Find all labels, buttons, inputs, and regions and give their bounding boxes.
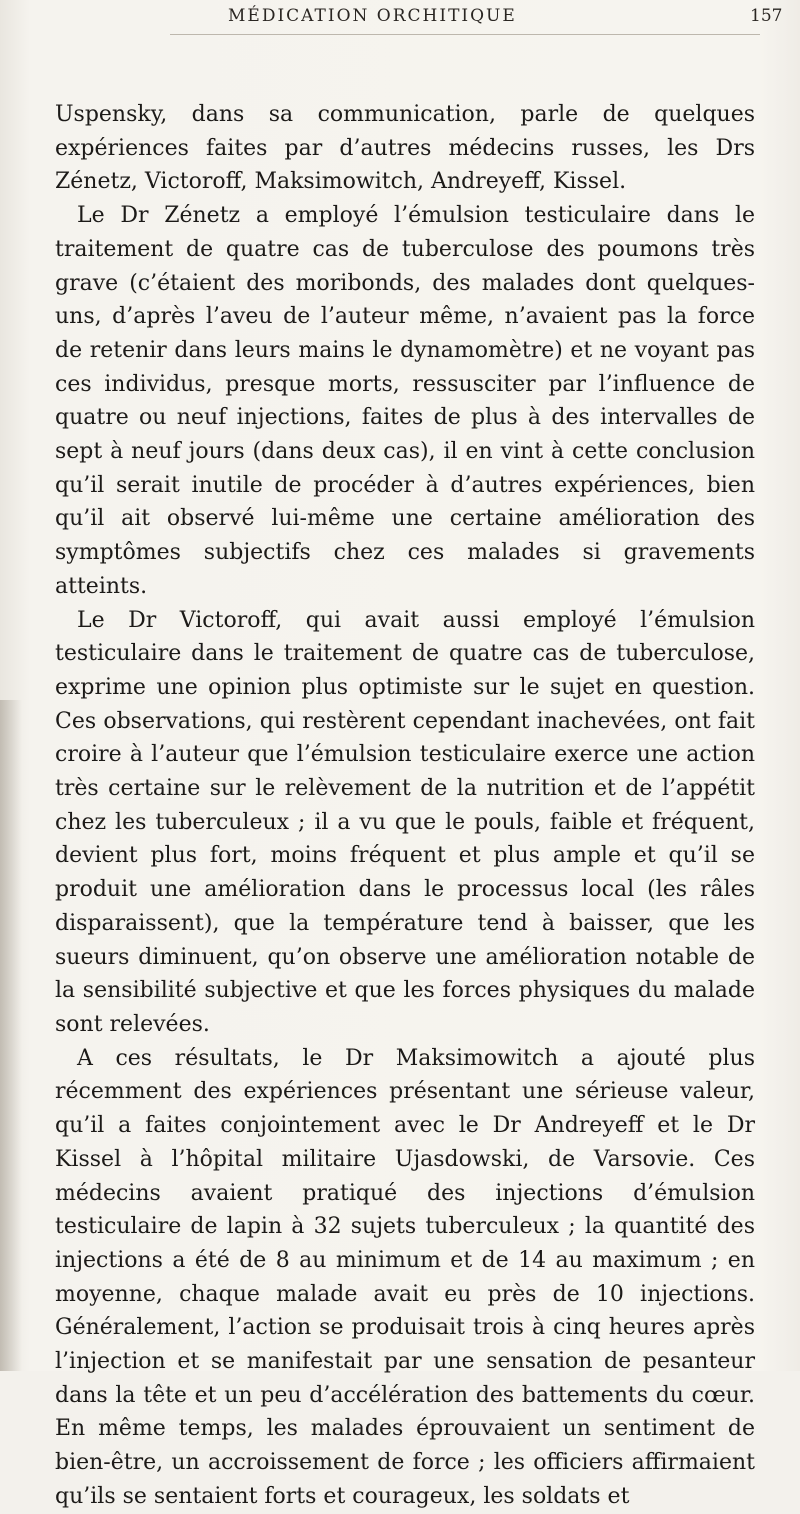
page-number: 157 [750, 6, 783, 26]
page-edge-shadow [0, 700, 22, 1371]
running-title: MÉDICATION ORCHITIQUE [228, 6, 517, 26]
paragraph: Uspensky, dans sa communication, parle de quelques expériences faites par d’autres médecins russes, les Drs Zénetz, Victoroff, Maksimowitch, Andreyeff, Kissel. [55, 102, 755, 195]
paragraph: A ces résultats, le Dr Maksimowitch a ajouté plus récemment des expériences présentant une sérieuse valeur, qu’il a faites conjointement avec le Dr Andreyeff et le Dr Kissel à l’hôpital militaire Ujasdowski, de Varsovie. Ces médecins avaient pratiqué des injections d’émulsion testiculaire de lapin à 32 sujets tuberculeux ; la quantité des injections a été de 8 au minimum et de 14 au maximum ; en moyenne, chaque malade avait eu près de 10 injections. Généralement, l’action se produisait trois à cinq heures après l’injection et se manifestait par une sensation de pesanteur dans la tête et un peu d’accélération des battements du cœur. En même temps, les malades éprouvaient un sentiment de bien-être, un accroissement de force ; les officiers affirmaient qu’ils se sentaient forts et courageux, les soldats et [55, 1045, 755, 1509]
body-text [55, 98, 755, 1514]
running-header [0, 6, 800, 30]
paragraph: Le Dr Victoroff, qui avait aussi employé l’émulsion testiculaire dans le traitement de quatre cas de tuberculose, exprime une opinion plus optimiste sur le sujet en question. Ces observations, qui restèrent cependant inachevées, ont fait croire à l’auteur que l’émulsion testiculaire exerce une action très certaine sur le relèvement de la nutrition et de l’appétit chez les tuberculeux ; il a vu que le pouls, faible et fréquent, devient plus fort, moins fréquent et plus ample et qu’il se produit une amélioration dans le processus local (les râles disparaissent), que la température tend à baisser, que les sueurs diminuent, qu’on observe une amélioration notable de la sensibilité subjective et que les forces physiques du malade sont relevées. [55, 607, 755, 1037]
header-rule [170, 34, 760, 35]
paragraph: Le Dr Zénetz a employé l’émulsion testiculaire dans le traitement de quatre cas de tuberculose des poumons très grave (c’étaient des moribonds, des malades dont quelques-uns, d’après l’aveu de l’auteur même, n’avaient pas la force de retenir dans leurs mains le dynamomètre) et ne voyant pas ces individus, presque morts, ressusciter par l’influence de quatre ou neuf injections, faites de plus à des intervalles de sept à neuf jours (dans deux cas), il en vint à cette conclusion qu’il serait inutile de procéder à d’autres expériences, bien qu’il ait observé lui-même une certaine amélioration des symptômes subjectifs chez ces malades si gravements atteints. [55, 203, 755, 599]
